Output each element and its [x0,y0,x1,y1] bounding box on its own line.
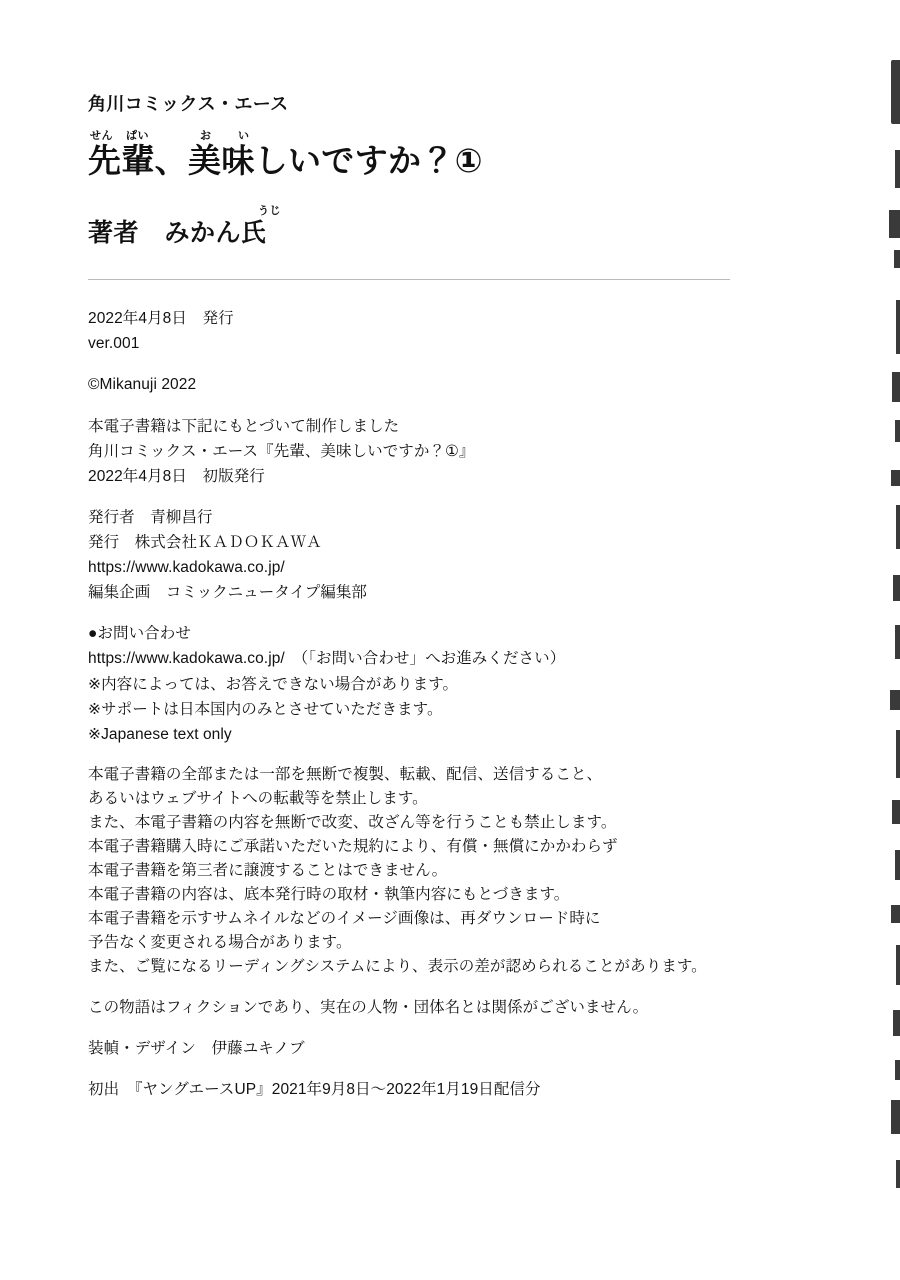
usage-notice-block [88,763,728,979]
based-on-line-2: 角川コミックス・エース『先輩、美味しいですか？①』 [88,442,475,460]
publisher-person: 発行者 青柳昌行 [88,508,213,526]
notice-line-5: 本電子書籍を第三者に譲渡することはできません。 [88,861,448,879]
contact-note-3: ※Japanese text only [88,725,232,743]
imprint-label: 角川コミックス・エース [88,94,289,114]
design-credit: 装幀・デザイン 伊藤ユキノブ [88,1040,305,1058]
publication-date: 2022年4月8日 発行 [88,310,234,328]
contact-note-1: ※内容によっては、お答えできない場合があります。 [88,675,459,693]
publisher-url[interactable]: https://www.kadokawa.co.jp/ [88,559,285,577]
first-appearance-block [88,1077,728,1102]
title-ruby-o: お [200,130,212,142]
notice-line-4: 本電子書籍購入時にご承諾いただいた規約により、有償・無償にかかわらず [88,837,618,855]
colophon-body [88,306,728,1102]
title-ruby-sen: せん [90,130,113,142]
fiction-disclaimer: この物語はフィクションであり、実在の人物・団体名とは関係がございません。 [88,999,649,1017]
notice-line-3: また、本電子書籍の内容を無断で改変、改ざん等を行うことも禁止します。 [88,813,617,831]
divider [88,279,730,280]
first-appearance: 初出 『ヤングエースUP』2021年9月8日〜2022年1月19日配信分 [88,1081,541,1099]
notice-line-6: 本電子書籍の内容は、底本発行時の取材・執筆内容にもとづきます。 [88,885,570,903]
colophon-page [88,0,728,1118]
publisher-company: 発行 株式会社ＫＡＤＯＫＡＷＡ [88,534,322,552]
based-on-block [88,414,728,489]
notice-line-1: 本電子書籍の全部または一部を無断で複製、転載、配信、送信すること、 [88,765,603,783]
publisher-block [88,505,728,605]
version: ver.001 [88,335,140,353]
copyright-block [88,372,728,397]
page-title: 先輩、美味しいですか？① [88,142,483,179]
contact-url[interactable]: https://www.kadokawa.co.jp/ （「お問い合わせ」へお進みください） [88,650,566,668]
editorial-department: 編集企画 コミックニュータイプ編集部 [88,584,368,602]
author-name: 著者 みかん氏 [88,219,267,248]
title-block [88,130,728,181]
design-credit-block [88,1036,728,1061]
author-ruby: うじ [258,205,281,218]
notice-line-9: また、ご覧になるリーディングシステムにより、表示の差が認められることがあります。 [88,958,707,976]
author-block [88,205,728,249]
publication-block [88,306,728,356]
title-ruby-pai: ぱい [126,130,149,142]
page-edge-artwork [878,0,900,1280]
notice-line-7: 本電子書籍を示すサムネイルなどのイメージ画像は、再ダウンロード時に [88,909,601,927]
fiction-disclaimer-block [88,995,728,1020]
notice-line-2: あるいはウェブサイトへの転載等を禁止します。 [88,789,428,807]
copyright-line: ©Mikanuji 2022 [88,376,197,394]
based-on-line-3: 2022年4月8日 初版発行 [88,467,265,485]
contact-block [88,621,728,747]
contact-heading: ●お問い合わせ [88,625,191,643]
contact-note-2: ※サポートは日本国内のみとさせていただきます。 [88,700,443,718]
based-on-line-1: 本電子書籍は下記にもとづいて制作しました [88,417,400,435]
notice-line-8: 予告なく変更される場合があります。 [88,934,352,951]
title-ruby-i: い [238,130,250,142]
